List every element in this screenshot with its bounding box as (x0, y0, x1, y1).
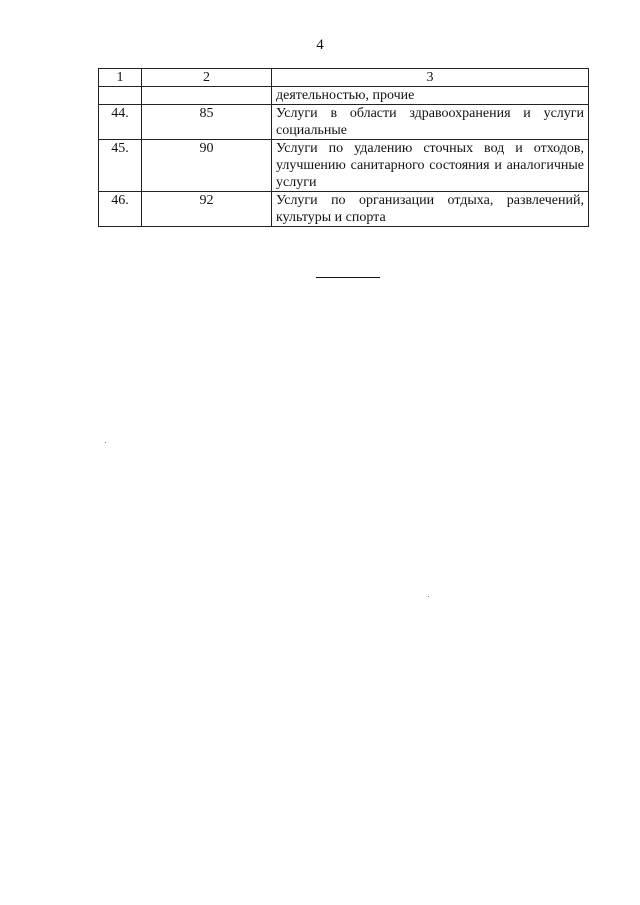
row-code: 85 (142, 105, 272, 140)
row-index: 46. (99, 192, 142, 227)
header-cell-3: 3 (272, 69, 589, 87)
page-number: 4 (316, 37, 324, 53)
table-row (99, 105, 589, 140)
header-cell-1: 1 (99, 69, 142, 87)
table-row (99, 192, 589, 227)
empty-cell (142, 87, 272, 105)
continuation-text: деятельностью, прочие (272, 87, 589, 105)
header-cell-2: 2 (142, 69, 272, 87)
scan-speck (428, 596, 429, 597)
table-row-continuation (99, 87, 589, 105)
row-description: Услуги в области здравоохранения и услуги социальные (272, 105, 589, 140)
row-description: Услуги по удалению сточных вод и отходов, улучшению санитарного состояния и аналогичные услуги (272, 140, 589, 192)
row-index: 45. (99, 140, 142, 192)
row-description: Услуги по организации отдыха, развлечений, культуры и спорта (272, 192, 589, 227)
row-index: 44. (99, 105, 142, 140)
row-code: 90 (142, 140, 272, 192)
table-header-row (99, 69, 589, 87)
row-code: 92 (142, 192, 272, 227)
scan-speck (105, 442, 106, 443)
end-of-document-line (316, 277, 380, 278)
table-row (99, 140, 589, 192)
services-table (98, 68, 589, 227)
empty-cell (99, 87, 142, 105)
